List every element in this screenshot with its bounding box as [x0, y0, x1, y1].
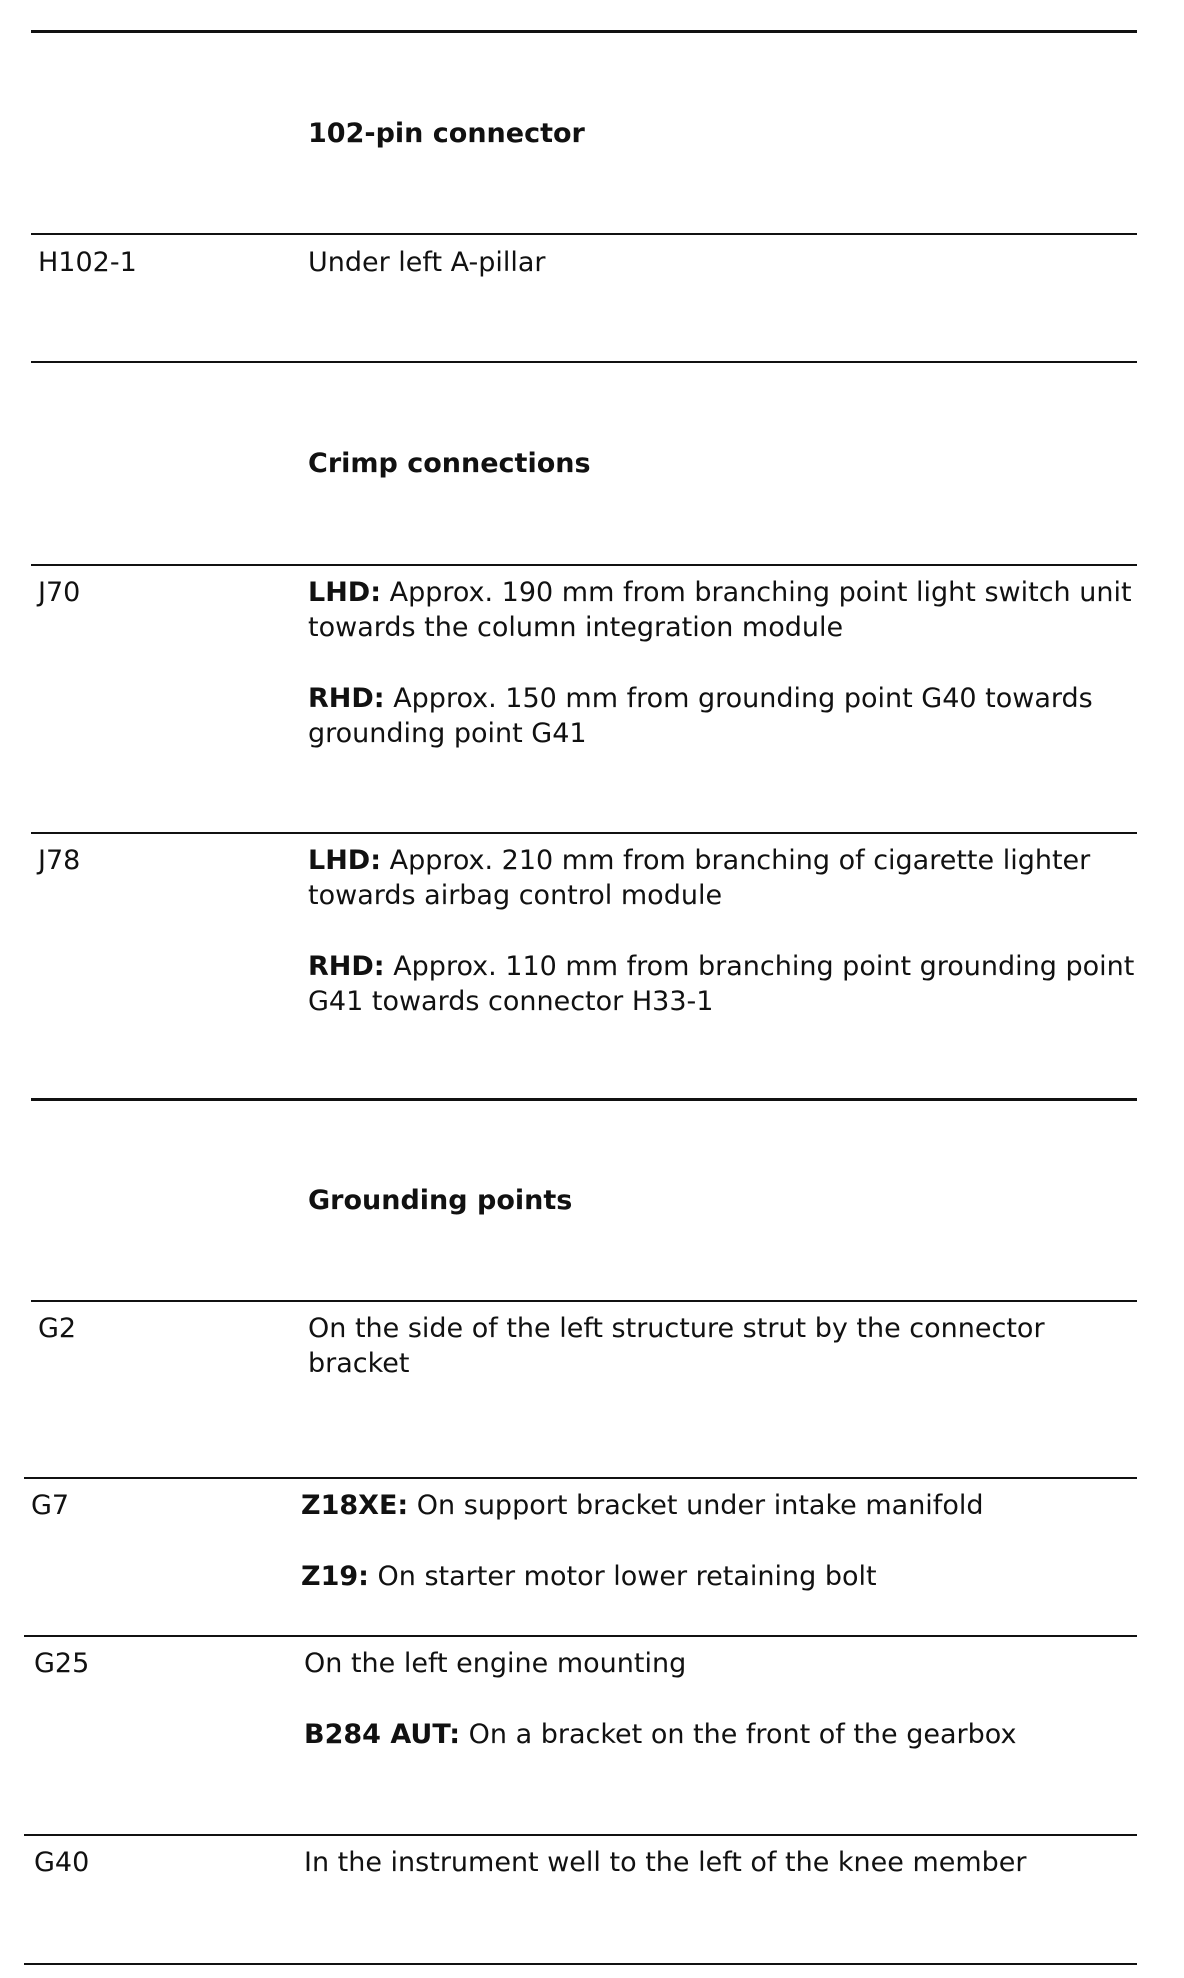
row-description	[308, 843, 1148, 1019]
row-divider	[31, 832, 1137, 834]
description-line: B284 AUT: On a bracket on the front of the gearbox	[304, 1719, 1017, 1750]
row-code: G2	[38, 1313, 77, 1344]
row-description	[308, 575, 1148, 751]
description-line: In the instrument well to the left of the knee member	[304, 1847, 1027, 1878]
section-divider	[31, 1098, 1137, 1101]
row-divider	[31, 564, 1137, 566]
description-line: Under left A-pillar	[308, 247, 546, 278]
row-description	[301, 1488, 1141, 1594]
description-line: Z18XE: On support bracket under intake manifold	[301, 1490, 984, 1521]
description-line: On the side of the left structure strut by the connector bracket	[308, 1313, 1045, 1379]
row-divider	[24, 1635, 1137, 1637]
top-rule	[31, 30, 1137, 33]
row-code: H102-1	[38, 247, 137, 278]
row-code: G25	[34, 1648, 90, 1679]
description-line: On the left engine mounting	[304, 1648, 687, 1679]
row-description	[304, 1845, 1144, 1880]
section-heading: Grounding points	[308, 1185, 573, 1216]
section-heading: 102-pin connector	[308, 118, 585, 149]
row-divider	[31, 361, 1137, 363]
description-line: RHD: Approx. 110 mm from branching point grounding point G41 towards connector H33-1	[308, 951, 1135, 1017]
description-line: RHD: Approx. 150 mm from grounding point G40 towards grounding point G41	[308, 683, 1093, 749]
row-divider	[24, 1834, 1137, 1836]
row-code: J70	[38, 577, 81, 608]
row-divider	[31, 1300, 1137, 1302]
row-divider	[24, 1477, 1137, 1479]
row-code: G40	[34, 1847, 90, 1878]
row-description	[308, 1311, 1148, 1381]
row-code: J78	[38, 845, 81, 876]
row-divider	[31, 233, 1137, 235]
description-line: LHD: Approx. 190 mm from branching point light switch unit towards the column integration module	[308, 577, 1132, 643]
description-line: Z19: On starter motor lower retaining bolt	[301, 1561, 877, 1592]
description-line: LHD: Approx. 210 mm from branching of cigarette lighter towards airbag control module	[308, 845, 1091, 911]
row-code: G7	[31, 1490, 70, 1521]
bottom-rule	[24, 1963, 1137, 1965]
row-description	[308, 245, 1148, 280]
row-description	[304, 1646, 1144, 1752]
section-heading: Crimp connections	[308, 448, 591, 479]
